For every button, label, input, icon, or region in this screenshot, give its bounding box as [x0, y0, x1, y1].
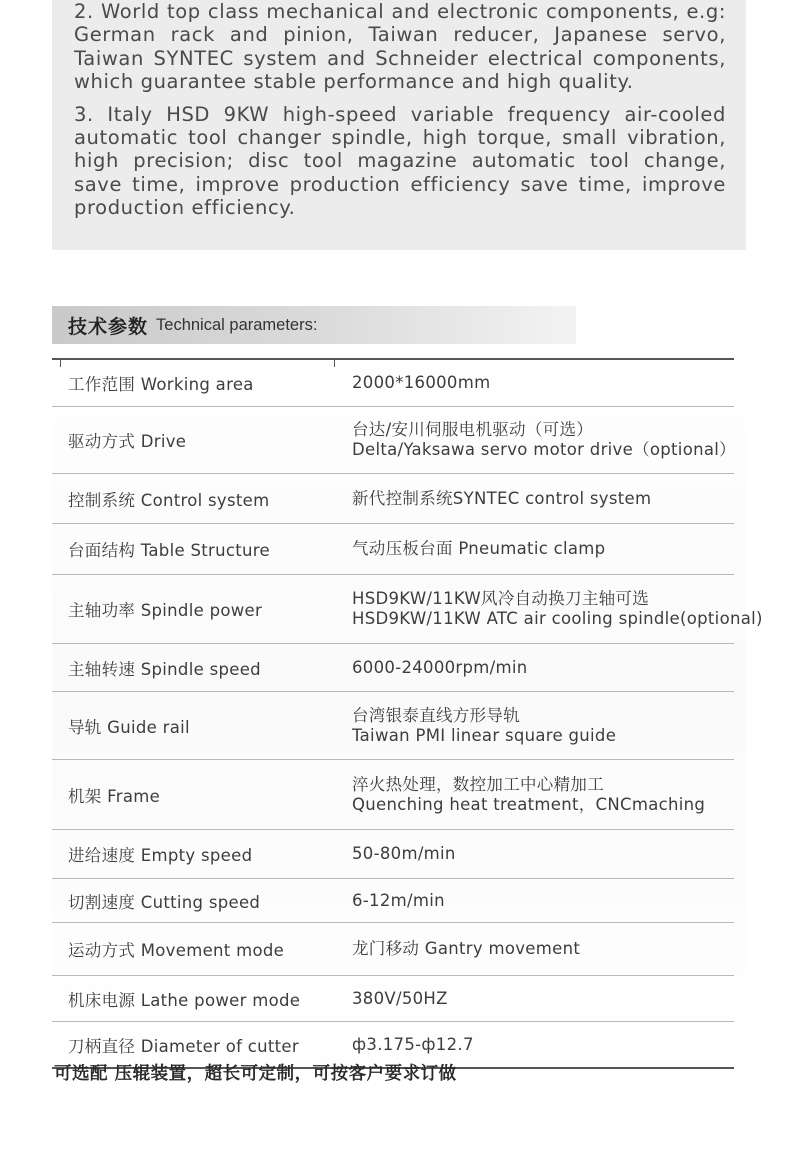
param-value-line: 6-12m/min	[352, 890, 445, 910]
param-label: 工作范围 Working area	[68, 375, 254, 394]
param-value-line: 台达/安川伺服电机驱动（可选）	[352, 420, 594, 439]
param-value	[352, 407, 747, 473]
param-label: 主轴转速 Spindle speed	[68, 659, 261, 679]
parameters-table	[52, 360, 763, 1069]
header-title-cn: 技术参数	[68, 315, 149, 338]
table-row	[52, 407, 734, 474]
param-label: 控制系统 Control system	[68, 490, 270, 510]
param-label: 导轨 Guide rail	[68, 717, 190, 737]
param-label: 刀柄直径 Diameter of cutter	[68, 1036, 299, 1056]
header-title-en: Technical parameters:	[156, 315, 318, 334]
param-value	[352, 830, 747, 878]
param-value	[352, 976, 747, 1021]
table-row	[52, 474, 734, 524]
table-row	[52, 923, 734, 976]
options-note: 可选配 压辊装置，超长可定制，可按客户要求订做	[54, 1064, 457, 1084]
param-value	[352, 879, 747, 922]
param-value-line: 6000-24000rpm/min	[352, 657, 528, 677]
param-value-line: HSD9KW/11KW ATC air cooling spindle(optional)	[352, 609, 763, 628]
table-row	[52, 879, 734, 923]
param-value-line: 台湾银泰直线方形导轨	[352, 705, 520, 725]
param-value-line: 气动压板台面 Pneumatic clamp	[352, 539, 606, 558]
table-row	[52, 360, 734, 407]
param-label: 切割速度 Cutting speed	[68, 892, 261, 912]
param-value	[352, 644, 747, 691]
param-value-line: 50-80m/min	[352, 844, 456, 863]
param-value-line: Taiwan PMI linear square guide	[352, 725, 617, 745]
param-value-line: 龙门移动 Gantry movement	[352, 939, 581, 958]
table-row	[52, 575, 763, 644]
param-value-line: HSD9KW/11KW风冷自动换刀主轴可选	[352, 589, 650, 608]
param-label: 机床电源 Lathe power mode	[68, 990, 301, 1010]
param-value	[352, 692, 747, 759]
feature-2-text: 2. World top class mechanical and electronic components, e.g: German rack and pinion, Taiwan reducer, Japanese servo, Taiwan SYNTEC system and Schneider electrical components, which guarantee stable performance and high quality.	[74, 0, 726, 94]
param-value-line: 380V/50HZ	[352, 988, 448, 1008]
param-label: 驱动方式 Drive	[68, 432, 187, 451]
technical-parameters-header	[52, 306, 576, 344]
param-label: 主轴功率 Spindle power	[68, 601, 263, 620]
param-value-line: ф3.175-ф12.7	[352, 1034, 474, 1054]
table-row	[52, 830, 734, 879]
param-value-line: 新代控制系统SYNTEC control system	[352, 488, 652, 508]
param-value-line: 2000*16000mm	[352, 373, 491, 392]
features-panel	[52, 0, 746, 250]
param-label: 运动方式 Movement mode	[68, 941, 285, 960]
param-value-line: Delta/Yaksawa servo motor drive（optional）	[352, 440, 736, 459]
table-row	[52, 644, 734, 692]
param-value	[352, 923, 747, 975]
param-value	[352, 474, 747, 523]
table-row	[52, 976, 734, 1022]
param-value-line: Quenching heat treatment，CNCmaching	[352, 794, 706, 814]
table-row	[52, 760, 734, 830]
param-value	[352, 524, 747, 574]
param-label: 台面结构 Table Structure	[68, 541, 270, 560]
param-value-line: 淬火热处理，数控加工中心精加工	[352, 774, 604, 794]
param-label: 进给速度 Empty speed	[68, 846, 253, 865]
param-label: 机架 Frame	[68, 786, 161, 806]
param-value	[352, 760, 747, 829]
param-value	[352, 575, 763, 643]
table-row	[52, 692, 734, 760]
feature-3-text: 3. Italy HSD 9KW high-speed variable frequency air-cooled automatic tool changer spindle, high torque, small vibration, high precision; disc tool magazine automatic tool change, save time, improve production efficiency save time, improve production efficiency.	[74, 102, 726, 220]
param-value	[352, 360, 747, 406]
table-row	[52, 524, 734, 575]
